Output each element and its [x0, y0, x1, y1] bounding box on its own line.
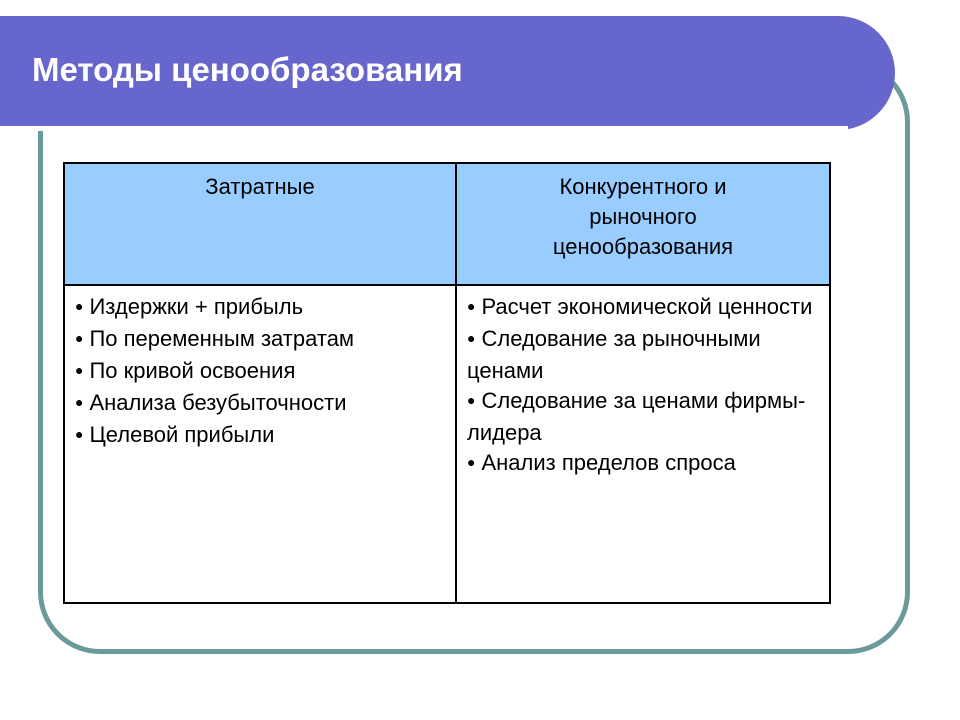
list-item: ● По кривой освоения: [75, 356, 445, 388]
table-header-row: [64, 163, 830, 285]
table-body-row: [64, 285, 830, 603]
list-item: ● По переменным затратам: [75, 324, 445, 356]
header-competitive-market: [456, 163, 830, 285]
header-cost-based-label: Затратные: [205, 174, 315, 199]
list-item: ● Издержки + прибыль: [75, 292, 445, 324]
cost-based-list: [64, 285, 456, 603]
list-item: ● Целевой прибыли: [75, 420, 445, 452]
slide-title: Методы ценообразования: [32, 51, 463, 88]
list-item: ● Следование за рыночными ценами: [467, 324, 819, 386]
pricing-methods-table: [63, 162, 831, 604]
header-line: ценообразования: [552, 234, 734, 259]
header-cost-based: [64, 163, 456, 285]
title-underline: [0, 126, 848, 131]
list-item: ● Анализ пределов спроса: [467, 448, 819, 480]
header-line: Конкурентного и: [559, 174, 727, 199]
list-item: ● Расчет экономической ценности: [467, 292, 819, 324]
header-line: рыночного: [589, 204, 697, 229]
competitive-market-list: [456, 285, 830, 603]
list-item: ● Анализа безубыточности: [75, 388, 445, 420]
list-item: ● Следование за ценами фирмы-лидера: [467, 386, 819, 448]
